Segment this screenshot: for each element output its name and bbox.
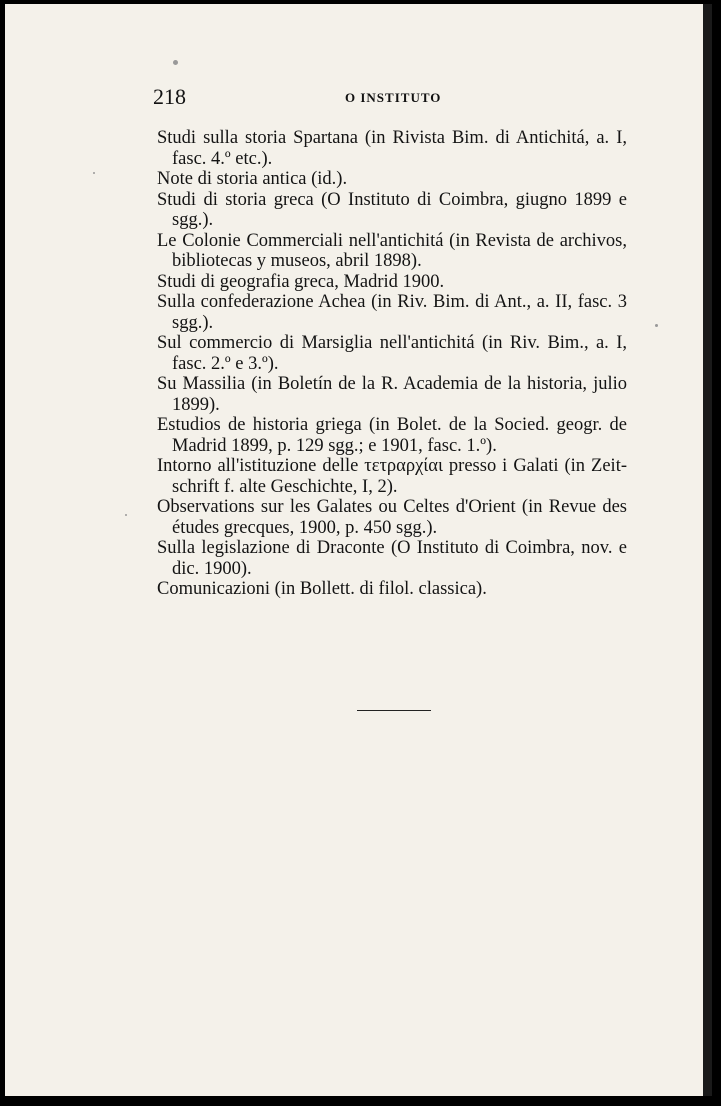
bibliography-entry: Sul commercio di Marsiglia nell'antichitá (in Riv. Bim., a. I, fasc. 2.º e 3.º).: [157, 333, 627, 374]
bibliography-entry: Intorno all'istituzione delle τετραρχίαι presso i Galati (in Zeit-schrift f. alte Geschichte, I, 2).: [157, 456, 627, 497]
bibliography-entry: Note di storia antica (id.).: [157, 169, 348, 189]
bibliography-entry: Estudios de historia griega (in Bolet. de la Socied. geogr. de Madrid 1899, p. 129 sgg.; e 1901, fasc. 1.º).: [157, 415, 627, 456]
bibliography-entry: Sulla confederazione Achea (in Riv. Bim. di Ant., a. II, fasc. 3 sgg.).: [157, 292, 627, 333]
bibliography-entry: Studi sulla storia Spartana (in Rivista Bim. di Antichitá, a. I, fasc. 4.º etc.).: [157, 128, 627, 169]
book-page: [5, 4, 712, 1096]
bibliography-entry: Sulla legislazione di Draconte (O Instituto di Coimbra, nov. e dic. 1900).: [157, 538, 627, 579]
page-header: [5, 84, 705, 114]
bibliography-entry: Studi di geografia greca, Madrid 1900.: [157, 271, 445, 292]
closing-rule: [357, 710, 431, 711]
bibliography-entry: Su Massilia (in Boletín de la R. Academia de la historia, julio 1899).: [157, 374, 627, 415]
bibliography-entry: Comunicazioni (in Bollett. di filol. classica).: [157, 579, 487, 599]
running-title: O INSTITUTO: [345, 90, 442, 105]
bibliography-list: [157, 128, 627, 600]
scan-border: [703, 4, 712, 1096]
bibliography-entry: Studi di storia greca (O Instituto di Coimbra, giugno 1899 e sgg.).: [157, 189, 627, 230]
bibliography-entry: Observations sur les Galates ou Celtes d'Orient (in Revue des études grecques, 1900, p. 450 sgg.).: [157, 497, 627, 538]
bibliography-entry: Le Colonie Commerciali nell'antichitá (in Revista de archivos, bibliotecas y museos, abril 1898).: [157, 230, 627, 271]
page-number: 218: [153, 84, 186, 109]
